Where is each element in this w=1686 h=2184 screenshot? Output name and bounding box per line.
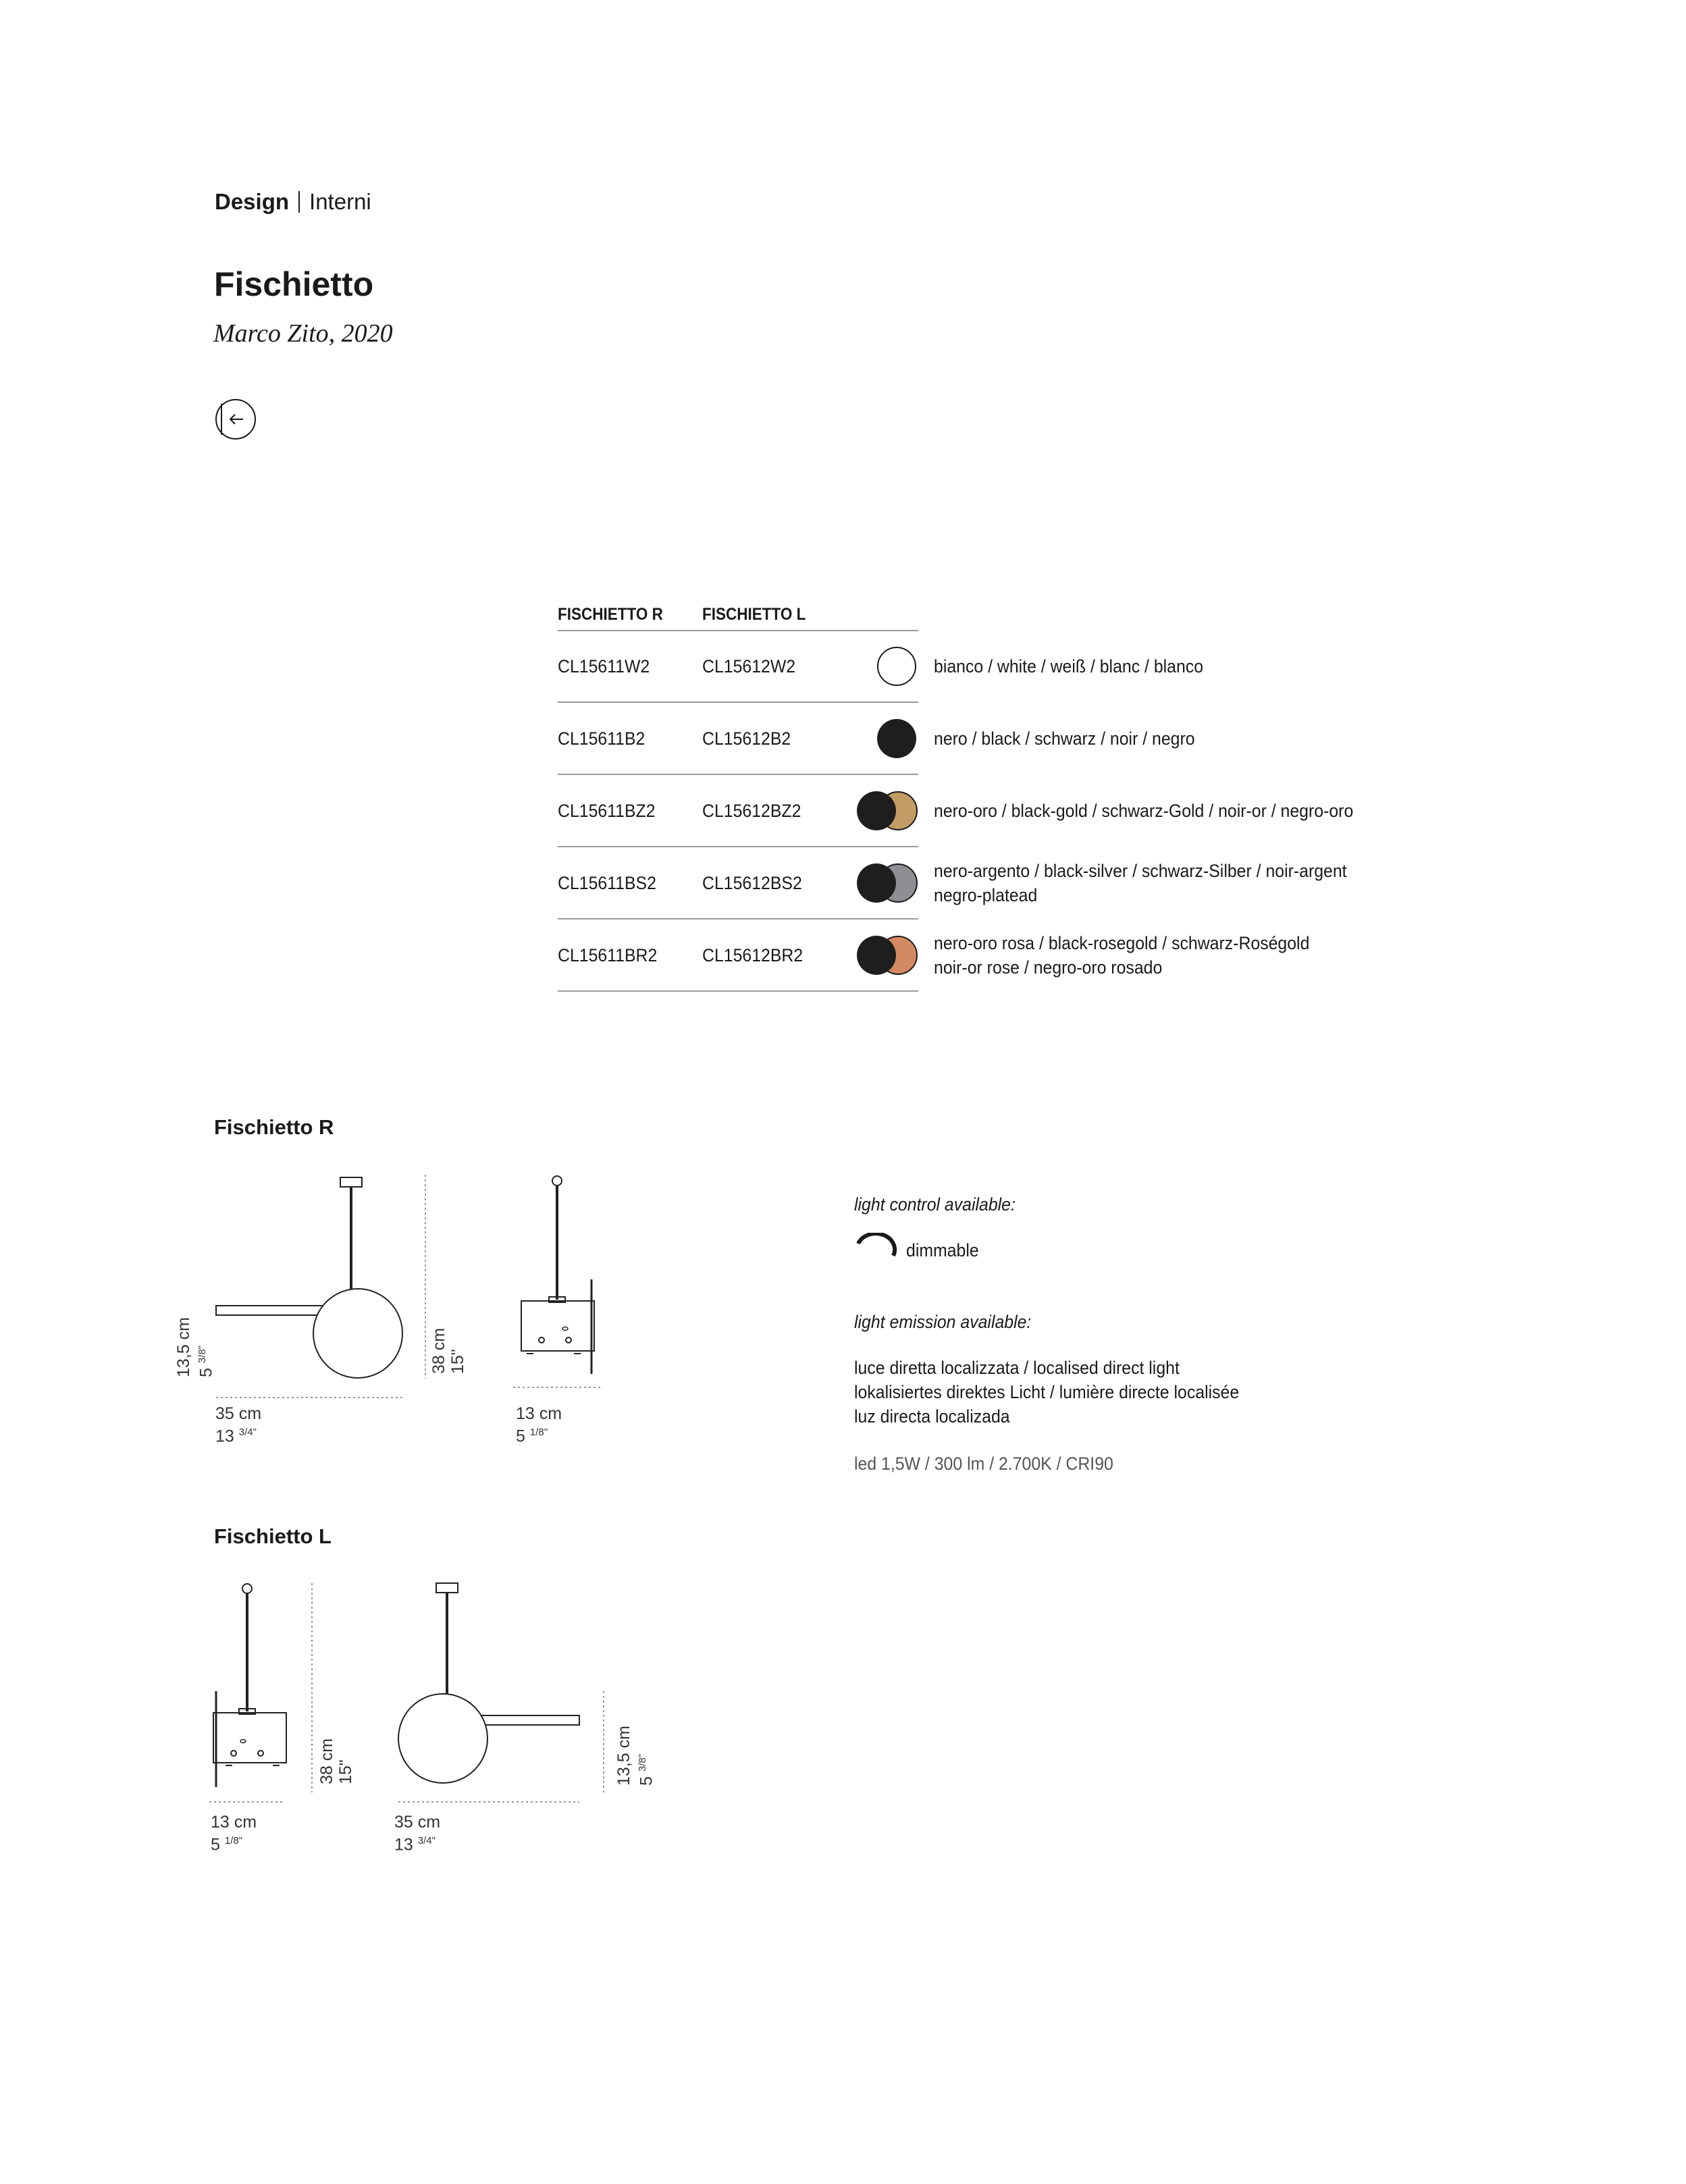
row-2-code-r: CL15611B2 — [558, 728, 646, 749]
l-depth-in-whole: 5 — [211, 1835, 220, 1855]
r-shade-height-label — [174, 1317, 215, 1377]
fischietto-l-front-drawing — [385, 1576, 635, 1819]
light-control-label: light control available: — [854, 1194, 1016, 1215]
l-width-in-frac: 3/4" — [417, 1835, 436, 1846]
brand-light: Interni — [309, 189, 371, 214]
table-divider — [558, 630, 918, 631]
table-divider — [558, 774, 918, 775]
fischietto-r-side-drawing — [506, 1171, 608, 1394]
row-5-color-desc — [934, 931, 1309, 980]
l-depth-in — [211, 1832, 257, 1854]
row-5-color-desc-line2: noir-or rose / negro-oro rosado — [934, 957, 1163, 978]
l-shade-height-in — [633, 1726, 656, 1786]
row-4-color-desc-line2: negro-platead — [934, 885, 1038, 905]
l-shade-height-in-frac: 3/8" — [637, 1753, 648, 1772]
table-divider — [558, 846, 918, 847]
r-width-in-whole: 13 — [215, 1427, 234, 1446]
row-5-color-desc-line1: nero-oro rosa / black-rosegold / schwarz-Roségold — [934, 933, 1310, 953]
light-control-value: dimmable — [906, 1240, 979, 1260]
light-emission-line: luce diretta localizzata / localised direct light — [854, 1358, 1180, 1378]
r-width-in-frac: 3/4" — [238, 1427, 257, 1438]
row-2-color-desc: nero / black / schwarz / noir / negro — [934, 728, 1195, 749]
row-1-code-r: CL15611W2 — [558, 656, 650, 676]
brand-bold: Design — [215, 189, 290, 214]
product-title: Fischietto — [214, 265, 374, 303]
r-total-height-label — [429, 1328, 467, 1374]
swatch-white — [877, 647, 916, 686]
r-shade-height-in-whole: 5 — [196, 1368, 216, 1377]
r-width-in — [215, 1423, 261, 1445]
row-4-code-l: CL15612BS2 — [702, 873, 802, 893]
swatch-black — [857, 936, 896, 975]
l-width-in — [394, 1832, 440, 1854]
table-divider — [558, 918, 918, 920]
r-shade-height-in — [193, 1317, 215, 1377]
r-depth-in-whole: 5 — [516, 1427, 525, 1446]
swatch-black — [857, 863, 896, 903]
r-depth-label — [516, 1404, 562, 1445]
r-depth-in — [516, 1423, 562, 1445]
fischietto-l-title: Fischietto L — [214, 1524, 332, 1548]
l-total-height-cm: 38 cm — [317, 1738, 336, 1784]
light-emission-line: luz directa localizada — [854, 1406, 1010, 1427]
swatch-black — [877, 719, 916, 758]
col-header-l: FISCHIETTO L — [702, 605, 806, 624]
swatch-black — [857, 791, 896, 830]
r-depth-in-frac: 1/8" — [529, 1427, 548, 1438]
l-width-cm: 35 cm — [394, 1813, 441, 1832]
brand-line — [215, 189, 371, 215]
designer-year: Marco Zito, 2020 — [213, 319, 393, 348]
row-3-code-l: CL15612BZ2 — [702, 801, 801, 821]
l-shade-height-label — [614, 1726, 656, 1786]
l-total-height-label — [317, 1738, 355, 1784]
l-width-in-whole: 13 — [394, 1835, 413, 1855]
row-4-color-desc — [934, 859, 1347, 907]
l-total-height-in: 15" — [336, 1759, 355, 1784]
r-width-cm: 35 cm — [215, 1404, 262, 1423]
r-width-label — [215, 1404, 261, 1445]
r-shade-height-in-frac: 3/8" — [196, 1345, 208, 1364]
brand-divider — [298, 191, 300, 213]
fischietto-l-side-drawing — [196, 1576, 331, 1819]
row-2-code-l: CL15612B2 — [702, 728, 791, 749]
r-total-height-in: 15" — [448, 1349, 467, 1374]
l-width-label — [394, 1813, 440, 1854]
light-emission-line: lokalisiertes direktes Licht / lumière directe localisée — [854, 1382, 1240, 1402]
light-emission-label: light emission available: — [854, 1312, 1032, 1332]
row-1-code-l: CL15612W2 — [702, 656, 796, 676]
l-depth-cm: 13 cm — [211, 1813, 257, 1832]
l-shade-height-in-whole: 5 — [637, 1776, 656, 1786]
l-depth-label — [211, 1813, 257, 1854]
r-shade-height-cm: 13,5 cm — [174, 1317, 193, 1377]
l-depth-in-frac: 1/8" — [224, 1835, 243, 1846]
row-5-code-r: CL15611BR2 — [558, 945, 658, 965]
table-divider — [558, 990, 918, 992]
arrow-left-circle-icon[interactable] — [215, 398, 257, 440]
row-3-code-r: CL15611BZ2 — [558, 801, 656, 821]
fischietto-r-title: Fischietto R — [214, 1115, 334, 1139]
row-5-code-l: CL15612BR2 — [702, 945, 804, 965]
light-spec: led 1,5W / 300 lm / 2.700K / CRI90 — [854, 1454, 1113, 1474]
light-emission-list — [854, 1356, 1239, 1429]
l-shade-height-cm: 13,5 cm — [614, 1726, 633, 1786]
row-4-code-r: CL15611BS2 — [558, 873, 656, 893]
dimmable-arc-icon — [854, 1233, 897, 1260]
table-divider — [558, 701, 918, 703]
row-1-color-desc: bianco / white / weiß / blanc / blanco — [934, 656, 1204, 676]
r-depth-cm: 13 cm — [516, 1404, 562, 1423]
row-4-color-desc-line1: nero-argento / black-silver / schwarz-Silber / noir-argent — [934, 861, 1347, 881]
row-3-color-desc: nero-oro / black-gold / schwarz-Gold / noir-or / negro-oro — [934, 801, 1354, 821]
col-header-r: FISCHIETTO R — [558, 605, 663, 624]
r-total-height-cm: 38 cm — [429, 1327, 448, 1374]
